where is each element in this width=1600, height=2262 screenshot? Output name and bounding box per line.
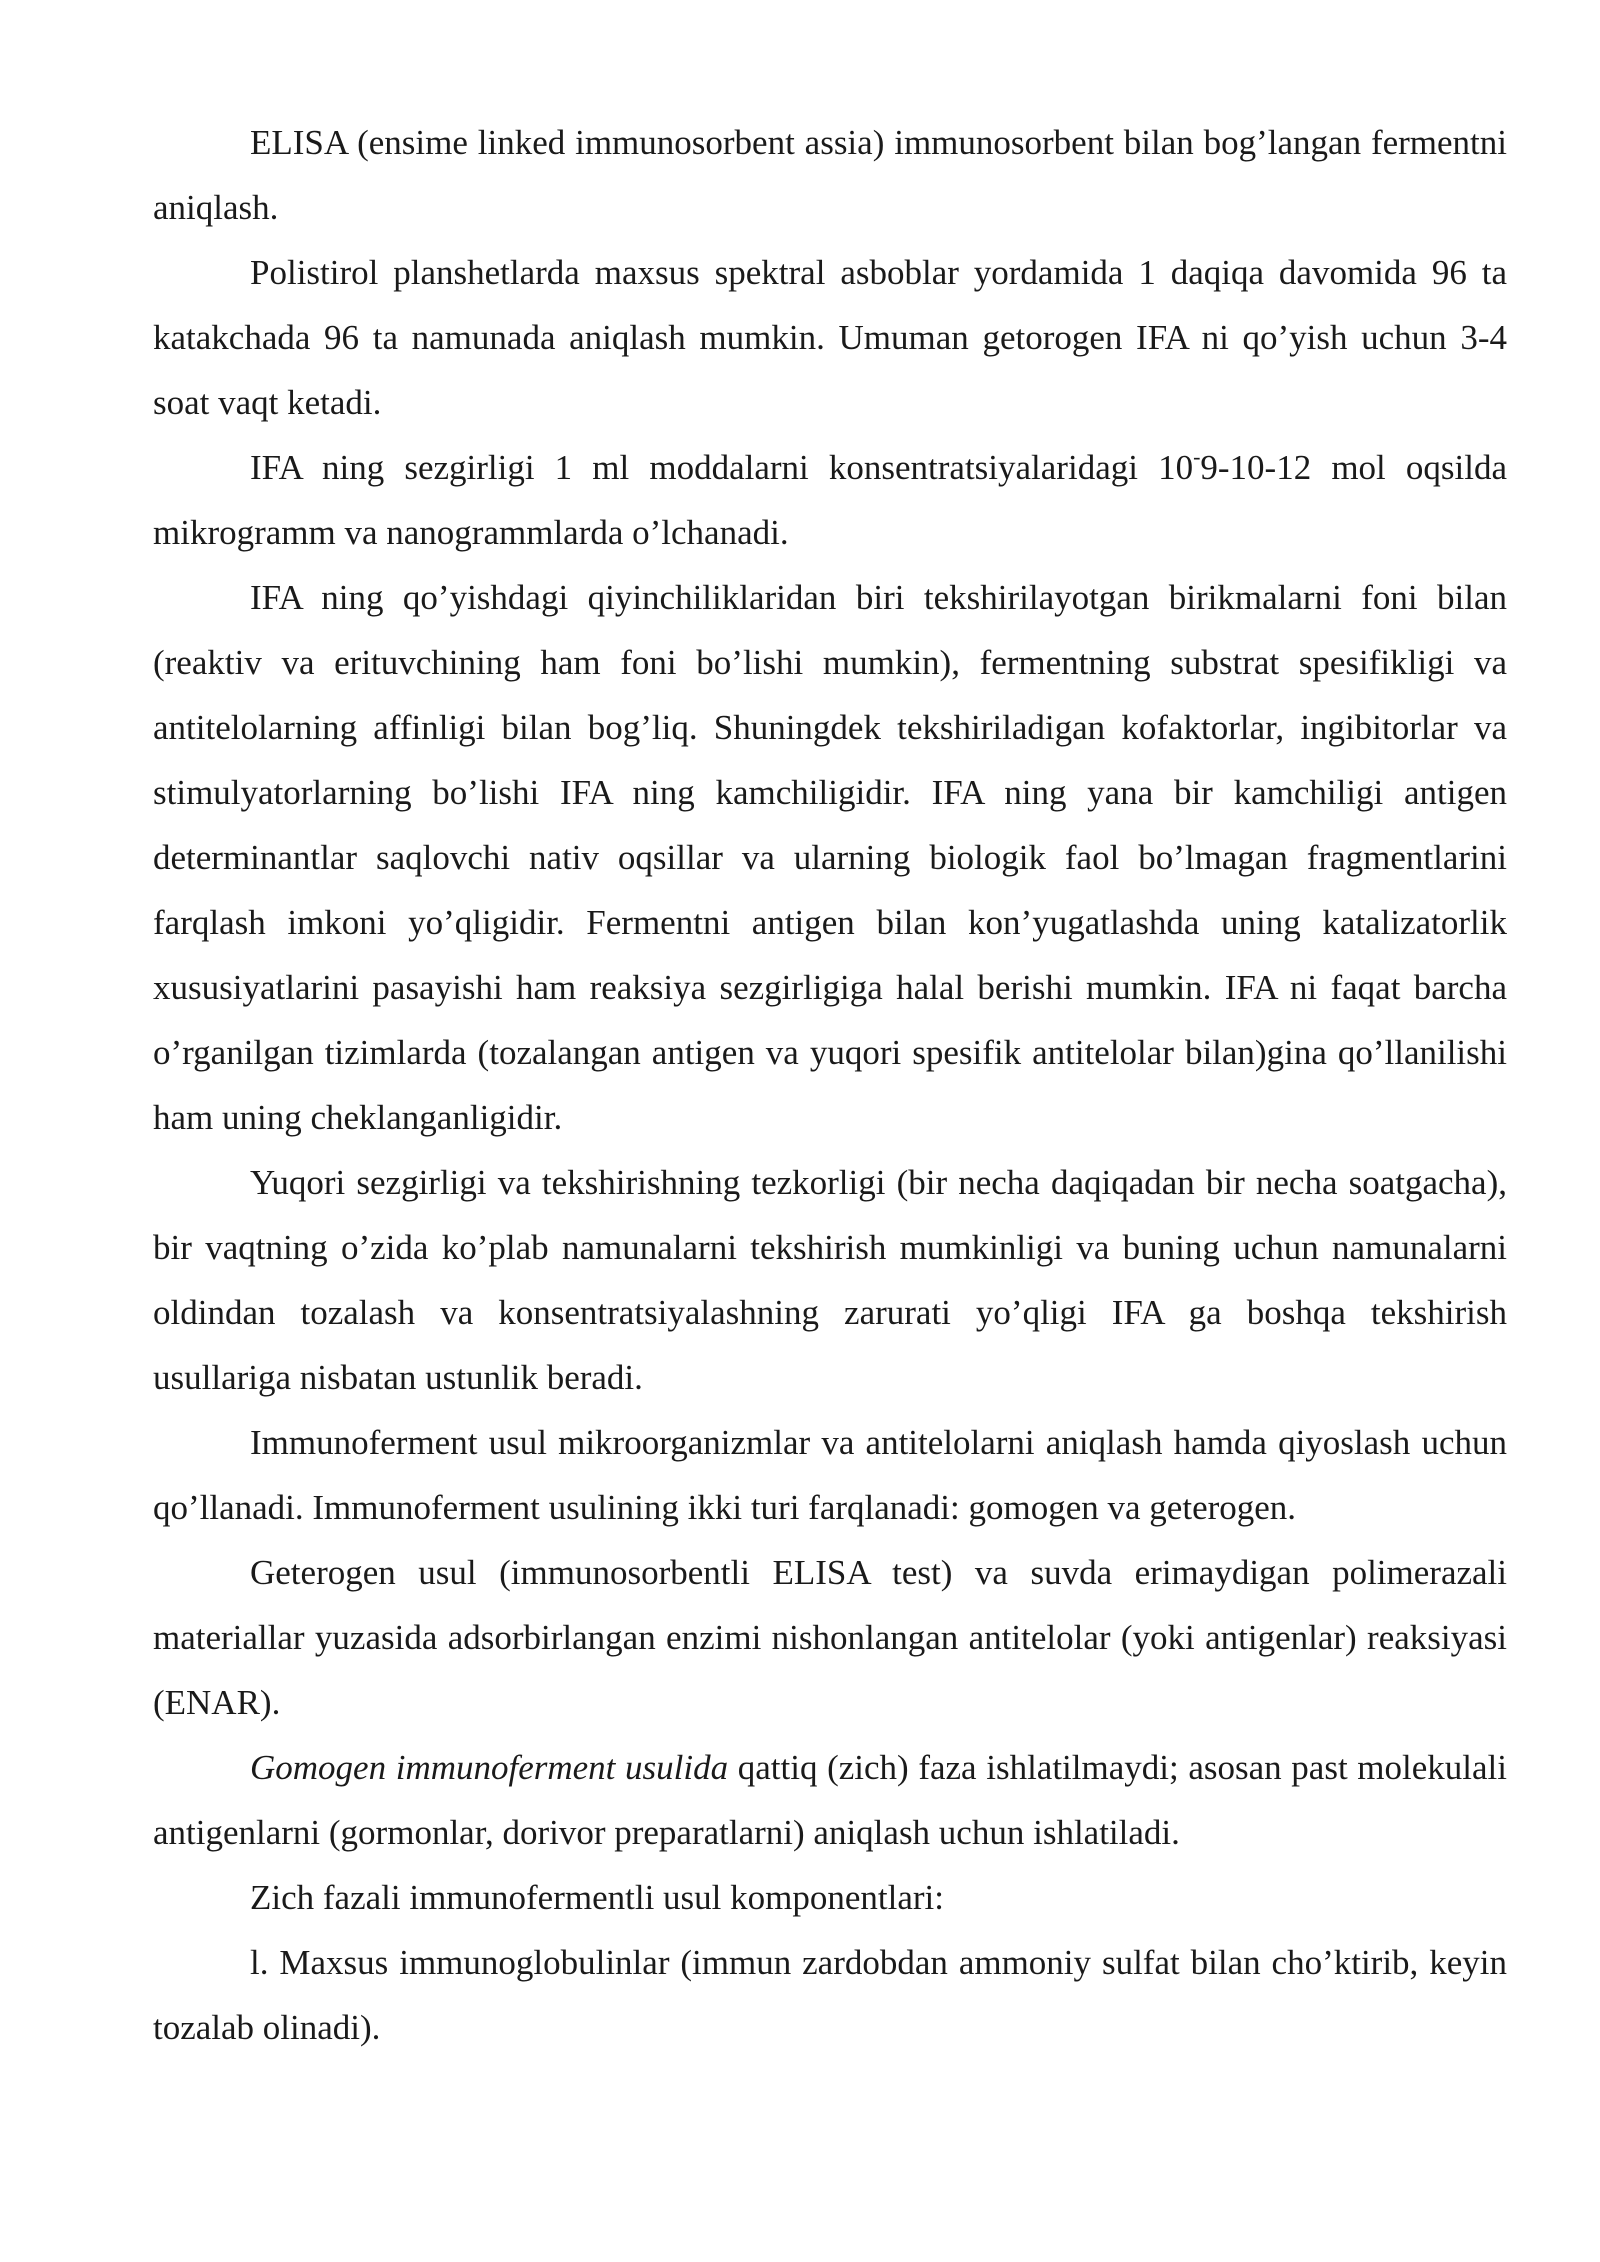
homogeneous-method-term: Gomogen immunoferment usulida — [250, 1748, 729, 1787]
paragraph-heterogeneous-method: Geterogen usul (immunosorbentli ELISA test) va suvda erimaydigan polimerazali materiallar yuzasida adsorbirlangan enzimi nishonlangan antitelolar (yoki antigenlar) reaksiyasi (ENAR). — [153, 1553, 1507, 1722]
paragraph-elisa-definition: ELISA (ensime linked immunosorbent assia) immunosorbent bilan bog’langan fermentni aniqlash. — [153, 123, 1507, 227]
paragraph-homogeneous-method — [153, 1735, 1507, 1865]
sensitivity-text-start: IFA ning sezgirligi 1 ml moddalarni konsentratsiyalaridagi 10 — [250, 448, 1194, 487]
paragraph-polystyrene-plates: Polistirol planshetlarda maxsus spektral asboblar yordamida 1 daqiqa davomida 96 ta katakchada 96 ta namunada aniqlash mumkin. Umuman getorogen IFA ni qo’yish uchun 3-4 soat vaqt ketadi. — [153, 253, 1507, 422]
superscript-minus: - — [1193, 444, 1201, 470]
paragraph-ifa-sensitivity — [153, 435, 1507, 565]
paragraph-ifa-advantages: Yuqori sezgirligi va tekshirishning tezkorligi (bir necha daqiqadan bir necha soatgacha), bir vaqtning o’zida ko’plab namunalarni tekshirish mumkinligi va buning uchun namunalarni oldindan tozalash va konsentratsiyalashning zarurati yo’qligi IFA ga boshqa tekshirish usullariga nisbatan ustunlik beradi. — [153, 1163, 1507, 1397]
sensitivity-text-end: 9-10-12 mol oqsilda mikrogramm va nanogrammlarda o’lchanadi. — [153, 448, 1508, 552]
homogeneous-method-text: qattiq (zich) faza ishlatilmaydi; asosan past molekulali antigenlarni (gormonlar, dorivor preparatlarni) aniqlash uchun ishlatiladi. — [153, 1748, 1507, 1852]
paragraph-components-heading: Zich fazali immunofermentli usul komponentlari: — [250, 1878, 944, 1917]
paragraph-immunoferment-types: Immunoferment usul mikroorganizmlar va antitelolarni aniqlash hamda qiyoslash uchun qo’llanadi. Immunoferment usulining ikki turi farqlanadi: gomogen va geterogen. — [153, 1423, 1507, 1527]
document-page — [153, 110, 1507, 2060]
paragraph-ifa-difficulties: IFA ning qo’yishdagi qiyinchiliklaridan biri tekshirilayotgan birikmalarni foni bilan (reaktiv va erituvchining ham foni bo’lishi mumkin), fermentning substrat spesifikligi va antitelolarning affinligi bilan bog’liq. Shuningdek tekshiriladigan kofaktorlar, ingibitorlar va stimulyatorlarning bo’lishi IFA ning kamchiligidir. IFA ning yana bir kamchiligi antigen determinantlar saqlovchi nativ oqsillar va ularning biologik faol bo’lmagan fragmentlarini farqlash imkoni yo’qligidir. Fermentni antigen bilan kon’yugatlashda uning katalizatorlik xususiyatlarini pasayishi ham reaksiya sezgirligiga halal berishi mumkin. IFA ni faqat barcha o’rganilgan tizimlarda (tozalangan antigen va yuqori spesifik antitelolar bilan)gina qo’llanilishi ham uning cheklanganligidir. — [153, 578, 1507, 1137]
paragraph-component-1: l. Maxsus immunoglobulinlar (immun zardobdan ammoniy sulfat bilan cho’ktirib, keyin tozalab olinadi). — [153, 1943, 1507, 2047]
